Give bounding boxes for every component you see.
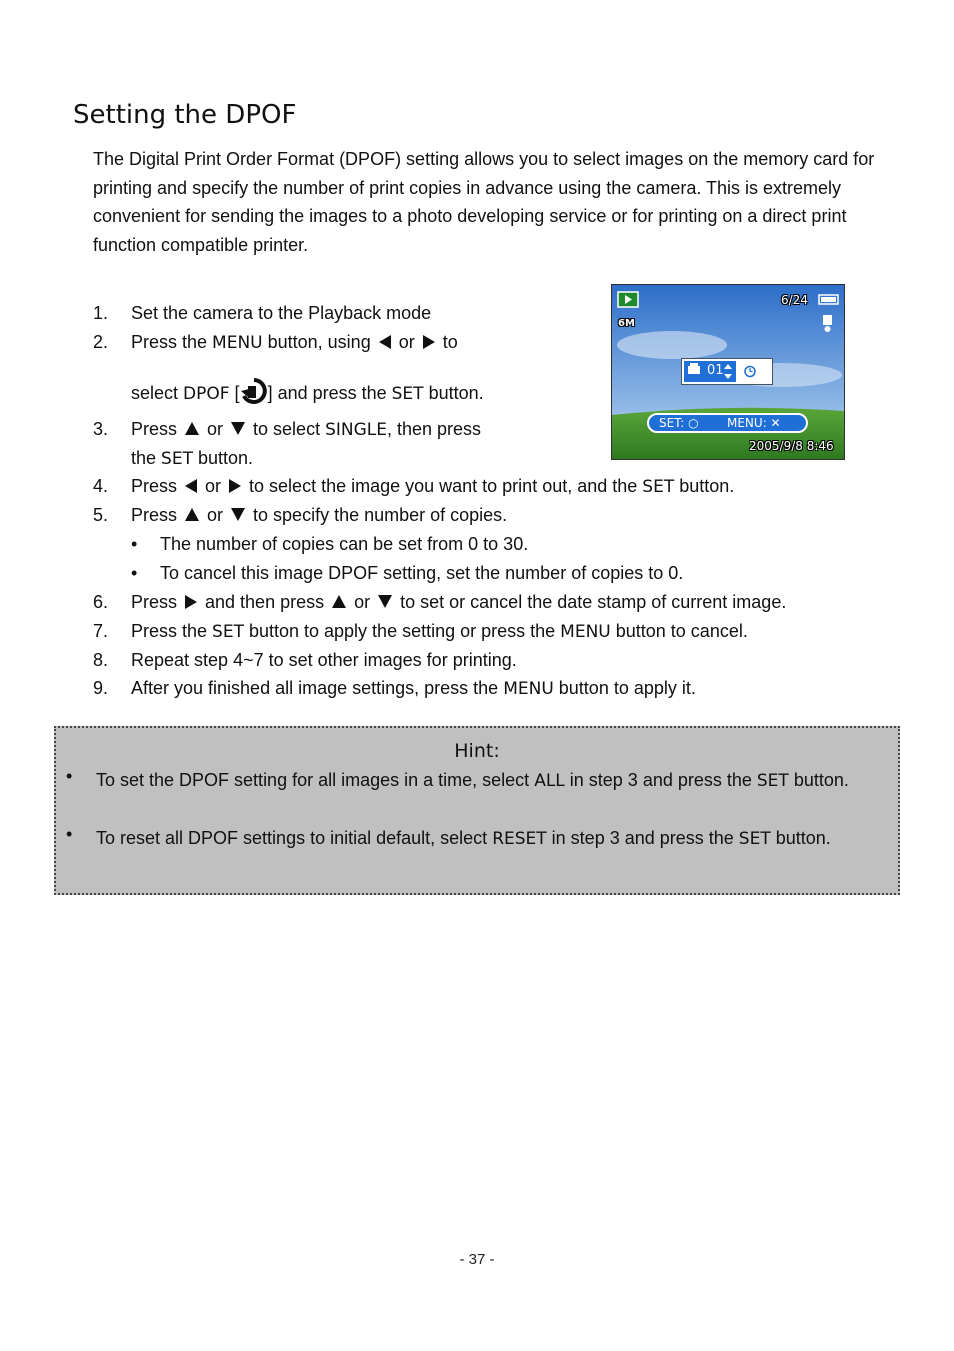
camera-lcd-screenshot — [611, 284, 845, 460]
step-number: 5. — [93, 505, 109, 525]
text: in step 3 and press the — [546, 828, 739, 848]
text: to set or cancel the date stamp of current image. — [400, 592, 787, 612]
copies-value: 01 — [707, 363, 724, 378]
text: button. — [192, 448, 253, 468]
text: button. — [423, 383, 484, 403]
menu-keyword: MENU — [212, 333, 263, 353]
dpof-printer-icon — [240, 377, 268, 411]
hint-title: Hint: — [454, 740, 500, 762]
up-arrow-icon — [185, 422, 199, 435]
sub-bullet-2: To cancel this image DPOF setting, set the number of copies to 0. — [160, 563, 684, 583]
step-7-text — [131, 619, 748, 644]
single-keyword: SINGLE — [325, 420, 387, 440]
bullet-dot: • — [131, 563, 138, 583]
step-3-line-2 — [131, 446, 253, 471]
step-number: 6. — [93, 592, 109, 612]
text: Press the — [131, 621, 213, 641]
down-arrow-icon — [378, 595, 392, 608]
all-keyword: ALL — [534, 771, 565, 791]
set-keyword: SET — [738, 829, 771, 849]
intro-paragraph: The Digital Print Order Format (DPOF) setting allows you to select images on the memory card for printing and specify the number of print copies in advance using the camera. This is extremely convenient for sending the images to a photo developing service or for printing on a direct print function compatible printer. — [93, 149, 875, 255]
set-keyword: SET — [756, 771, 789, 791]
menu-label: MENU: ✕ — [727, 416, 781, 430]
set-keyword: SET — [391, 384, 424, 404]
step-1-text: Set the camera to the Playback mode — [131, 303, 432, 323]
image-counter: 6/24 — [781, 293, 808, 307]
sub-bullet-1: The number of copies can be set from 0 to 30. — [160, 534, 529, 554]
step-number: 3. — [93, 419, 109, 439]
bullet-dot: • — [66, 824, 73, 844]
text: and then press — [205, 592, 325, 612]
text: To set the DPOF setting for all images in a time, select — [96, 770, 535, 790]
text: Press the — [131, 332, 213, 352]
set-keyword: SET — [642, 477, 675, 497]
text: the — [131, 448, 162, 468]
step-9-text — [131, 676, 696, 701]
text: select — [131, 383, 184, 403]
step-number: 7. — [93, 621, 109, 641]
resolution-indicator: 6M — [618, 318, 635, 329]
text: or — [205, 476, 222, 496]
text: Press — [131, 592, 178, 612]
step-8-text: Repeat step 4~7 to set other images for printing. — [131, 650, 517, 670]
left-arrow-icon — [185, 479, 197, 493]
text: in step 3 and press the — [564, 770, 757, 790]
up-arrow-icon — [332, 595, 346, 608]
down-arrow-icon — [231, 422, 245, 435]
text: Press — [131, 419, 178, 439]
set-menu-bar — [647, 413, 808, 433]
text: Press — [131, 476, 178, 496]
step-6-text — [131, 590, 786, 614]
up-arrow-icon — [185, 508, 199, 521]
menu-keyword: MENU — [560, 622, 611, 642]
page-title: Setting the DPOF — [73, 100, 297, 130]
step-3-line-1 — [131, 417, 481, 442]
text: ] and press the — [267, 383, 392, 403]
reset-keyword: RESET — [492, 829, 547, 849]
text: or — [354, 592, 371, 612]
text: to — [442, 332, 458, 352]
dpof-copies-dialog — [681, 358, 773, 385]
step-2-line-2 — [131, 377, 484, 411]
text: button. — [788, 770, 849, 790]
right-arrow-icon — [185, 595, 197, 609]
down-arrow-icon — [231, 508, 245, 521]
step-number: 4. — [93, 476, 109, 496]
set-label: SET: ○ — [659, 416, 699, 430]
hint-box — [54, 726, 900, 895]
step-number: 8. — [93, 650, 109, 670]
hint-item-2 — [96, 824, 886, 854]
text: button. — [674, 476, 735, 496]
step-4-text — [131, 474, 734, 499]
step-number: 2. — [93, 332, 109, 352]
text: button to cancel. — [610, 621, 748, 641]
text: or — [398, 332, 415, 352]
hint-item-1 — [96, 766, 886, 796]
page-number: - 37 - — [459, 1251, 495, 1268]
text: After you finished all image settings, press the — [131, 678, 504, 698]
text: to select the image you want to print out, and the — [249, 476, 643, 496]
date-time-stamp: 2005/9/8 8:46 — [749, 439, 834, 453]
text: to specify the number of copies. — [253, 505, 508, 525]
text: or — [207, 419, 224, 439]
set-keyword: SET — [161, 449, 193, 469]
right-arrow-icon — [229, 479, 241, 493]
text: [ — [229, 383, 240, 403]
set-keyword: SET — [212, 622, 244, 642]
text: Press — [131, 505, 178, 525]
dialog-graphics — [682, 359, 772, 384]
text: button, using — [262, 332, 371, 352]
text: or — [207, 505, 224, 525]
text: button. — [770, 828, 831, 848]
step-number: 9. — [93, 678, 109, 698]
dpof-keyword: DPOF — [183, 384, 230, 404]
bullet-dot: • — [66, 766, 73, 786]
bullet-dot: • — [131, 534, 138, 554]
text: button to apply the setting or press the — [243, 621, 561, 641]
text: to select — [253, 419, 326, 439]
text: button to apply it. — [553, 678, 696, 698]
step-5-text — [131, 503, 507, 527]
menu-keyword: MENU — [503, 679, 554, 699]
text: To reset all DPOF settings to initial default, select — [96, 828, 493, 848]
right-arrow-icon — [423, 335, 435, 349]
step-2-line-1 — [131, 330, 458, 355]
text: , then press — [387, 419, 482, 439]
step-number: 1. — [93, 303, 109, 323]
left-arrow-icon — [379, 335, 391, 349]
